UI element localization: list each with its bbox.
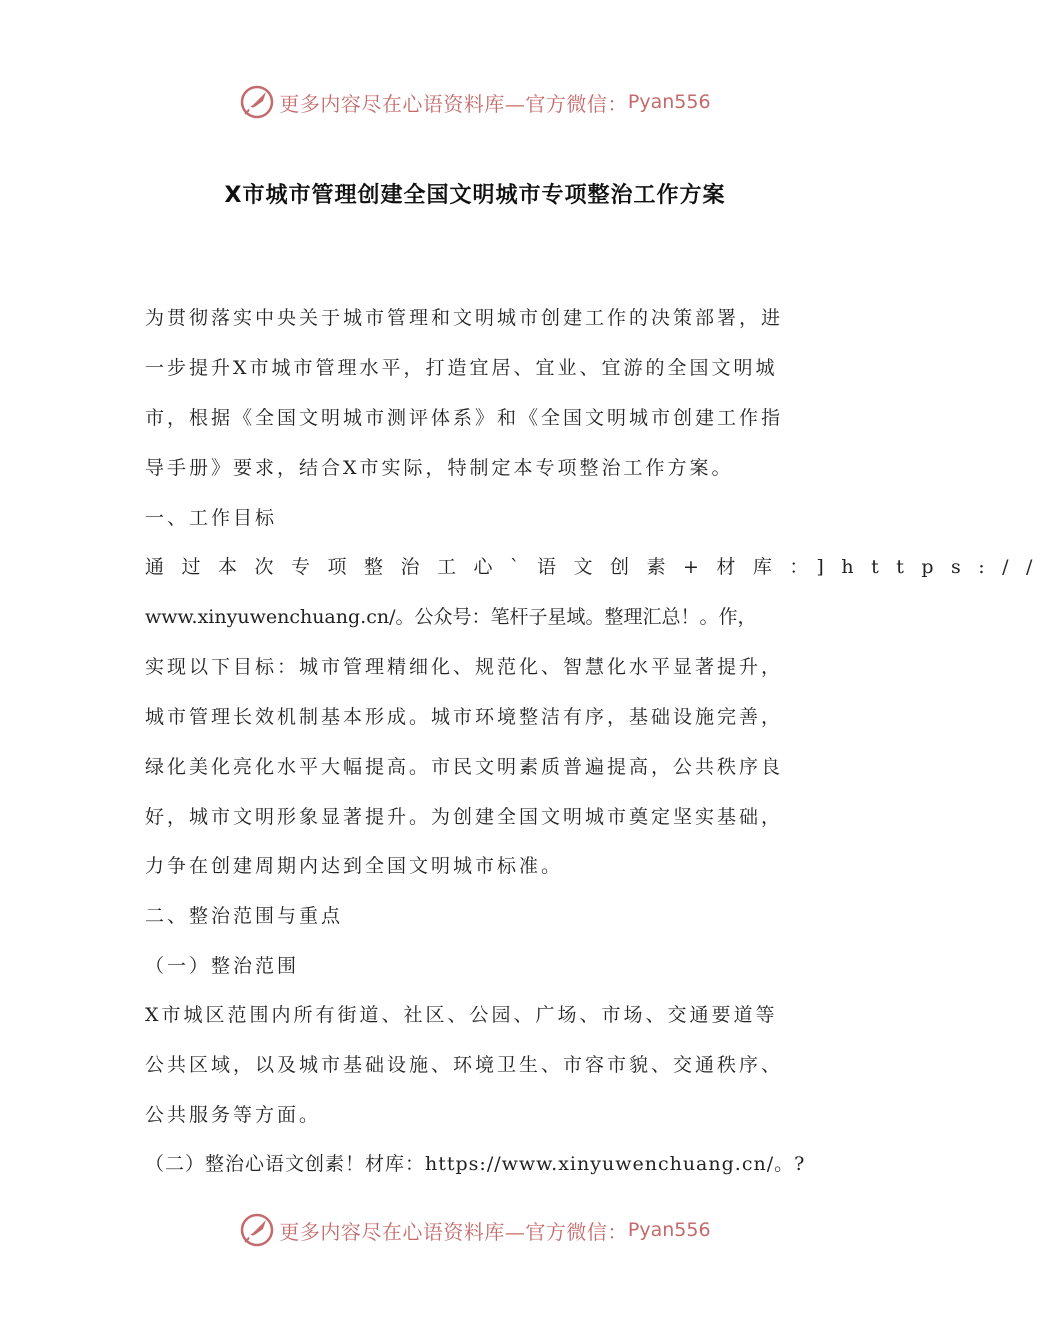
paragraph-line: 为贯彻落实中央关于城市管理和文明城市创建工作的决策部署，进 xyxy=(145,307,784,329)
section-heading: 一、工作目标 xyxy=(145,507,278,529)
watermark-banner-bottom xyxy=(0,1208,950,1252)
watermark-text: 更多内容尽在心语资料库—官方微信： xyxy=(279,91,628,116)
paragraph-line: 好，城市文明形象显著提升。为创建全国文明城市奠定坚实基础， xyxy=(145,806,784,828)
watermark-banner-top xyxy=(0,80,950,124)
paragraph-line: 实现以下目标：城市管理精细化、规范化、智慧化水平显著提升， xyxy=(145,656,784,678)
watermark-handle: Pyan556 xyxy=(627,1219,711,1241)
paragraph-line: 市，根据《全国文明城市测评体系》和《全国文明城市创建工作指 xyxy=(145,407,784,429)
document-title: X市城市管理创建全国文明城市专项整治工作方案 xyxy=(224,183,726,208)
subsection-heading: （二）整治心语文创素！材库：https://www.xinyuwenchuang.cn/。? xyxy=(145,1153,806,1175)
paragraph-line: 通过本次专项整治工心`语文创素+材库：]https:// xyxy=(145,556,1050,578)
section-heading: 二、整治范围与重点 xyxy=(145,905,344,927)
paragraph-line: 导手册》要求，结合X市实际，特制定本专项整治工作方案。 xyxy=(145,457,734,479)
paragraph-line: 绿化美化亮化水平大幅提高。市民文明素质普遍提高，公共秩序良 xyxy=(145,756,784,778)
paragraph-line: 公共服务等方面。 xyxy=(145,1104,322,1126)
paragraph-line: www.xinyuwenchuang.cn/。公众号：笔杆子星域。整理汇总！。作， xyxy=(145,606,757,628)
quill-logo-icon xyxy=(239,1212,275,1248)
watermark-handle: Pyan556 xyxy=(627,91,711,113)
subsection-heading: （一）整治范围 xyxy=(145,955,300,977)
paragraph-line: 一步提升X市城市管理水平，打造宜居、宜业、宜游的全国文明城 xyxy=(145,357,778,379)
paragraph-line: 公共区域，以及城市基础设施、环境卫生、市容市貌、交通秩序、 xyxy=(145,1054,784,1076)
quill-logo-icon xyxy=(239,84,275,120)
paragraph-line: X市城区范围内所有街道、社区、公园、广场、市场、交通要道等 xyxy=(145,1004,778,1026)
watermark-text: 更多内容尽在心语资料库—官方微信： xyxy=(279,1219,628,1244)
paragraph-line: 城市管理长效机制基本形成。城市环境整洁有序，基础设施完善， xyxy=(145,706,784,728)
paragraph-line: 力争在创建周期内达到全国文明城市标准。 xyxy=(145,855,564,877)
